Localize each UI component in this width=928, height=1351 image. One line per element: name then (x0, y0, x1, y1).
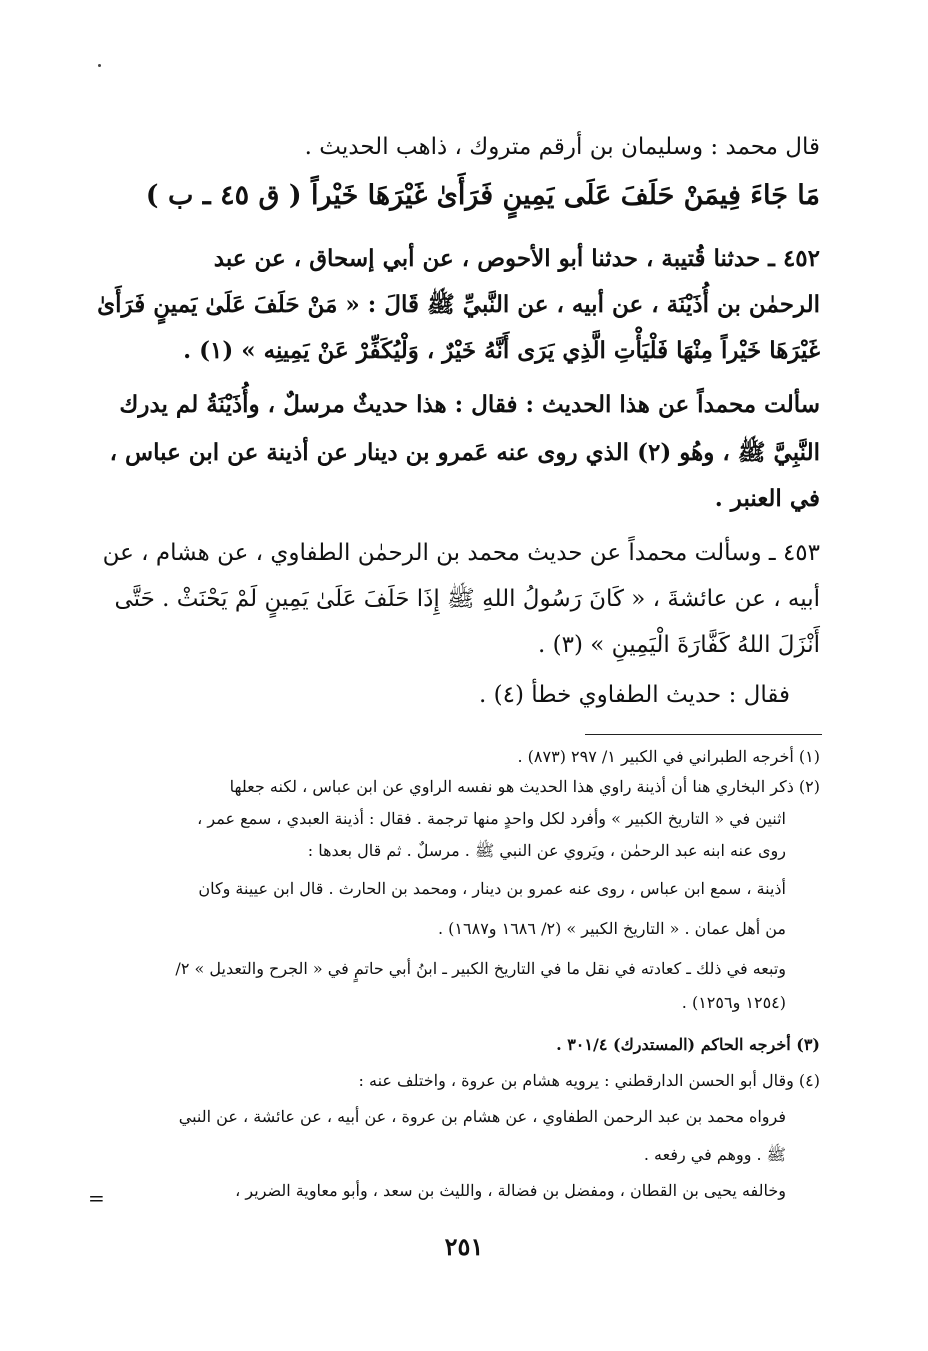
hadith-453-line: ٤٥٣ ـ وسألت محمداً عن حديث محمد بن الرحمٰن الطفاوي ، عن هشام ، عن (102, 540, 820, 566)
paragraph-line: سألت محمداً عن هذا الحديث : فقال : هذا حديثٌ مرسلٌ ، وأُذَيْنَةُ لم يدرك (119, 391, 820, 418)
hadith-452-line: الرحمٰن بن أُذَيْنَة ، عن أبيه ، عن النَّبيِّ ﷺ قَالَ : « مَنْ حَلَفَ عَلَىٰ يَمينٍ فَرَأَىٰ (97, 291, 820, 318)
footnote-3: (٣) أخرجه الحاكم (المستدرك) ٣٠١/٤ . (556, 1035, 820, 1054)
page-number: ٢٥١ (444, 1232, 484, 1261)
continuation-mark: = (88, 1186, 105, 1210)
footnote-2-line: اثنين في « التاريخ الكبير » وأفرد لكل واحدٍ منها ترجمة . فقال : أذينة العبدي ، سمع عمر ، (197, 809, 786, 828)
hadith-453-line: أَنْزَلَ اللهُ كَفَّارَةَ الْيَمِينِ » (٣) . (538, 632, 820, 658)
footnote-4-line: فرواه محمد بن عبد الرحمن الطفاوي ، عن هشام بن عروة ، عن أبيه ، عن عائشة ، عن النبي (178, 1107, 786, 1126)
paragraph-line: النَّبِيَّ ﷺ ، وهُو (٢) الذي روى عنه عَمرو بن دينار عن أذينة عن ابن عباس ، (109, 439, 820, 466)
hadith-452-line: غَيْرَهَا خَيْراً مِنْهَا فَلْيَأْتِ الَّذِي يَرَى أَنَّهُ خَيْرٌ ، وَلْيُكَفِّرْ عَنْ يَمِينِه » (١) . (183, 337, 820, 364)
footnote-4-line: (٤) وقال أبو الحسن الدارقطني : يرويه هشام بن عروة ، واختلف عنه : (358, 1071, 820, 1090)
footnote-separator (585, 734, 822, 735)
footnote-2-line: روى عنه ابنه عبد الرحمٰن ، ويَروي عن النبي ﷺ . مرسلٌ . ثم قال بعدها : (307, 841, 786, 860)
footnote-2-line: وتبعه في ذلك ـ كعادته في نقل ما في التاريخ الكبير ـ ابنُ أبي حاتمٍ في « الجرح والتعديل » ٢/ (175, 959, 786, 978)
hadith-453-line: أبيه ، عن عائشةَ ، « كَانَ رَسُولُ اللهِ ﷺ إِذَا حَلَفَ عَلَىٰ يَمِينٍ لَمْ يَحْنَثْ . حَتَّى (114, 586, 820, 612)
footnote-2-line: من أهل عمان . « التاريخ الكبير » (٢/ ١٦٨٦ و١٦٨٧) . (438, 919, 786, 938)
footnote-4-line: ﷺ . ووهم في رفعه . (643, 1145, 786, 1164)
section-heading: مَا جَاءَ فِيمَنْ حَلَفَ عَلَى يَمِينٍ فَرَأَىٰ غَيْرَهَا خَيْراً ( ق ٤٥ ـ ب ) (145, 180, 820, 211)
text-line: فقال : حديث الطفاوي خطأ (٤) . (479, 682, 790, 708)
scan-speck (98, 64, 101, 67)
footnote-2-line: أذينة ، سمع ابن عباس ، روى عنه عمرو بن دينار ، ومحمد بن الحارث . قال ابن عيينة وكان (198, 879, 786, 898)
footnote-2-line: (٢) ذكر البخاري هنا أن أذينة راوي هذا الحديث هو نفسه الراوي عن ابن عباس ، لكنه جعلها (229, 777, 820, 796)
footnote-2-line: (١٢٥٤ و١٢٥٦) . (681, 993, 786, 1012)
paragraph-line: في العنبر . (714, 485, 820, 512)
footnote-1: (١) أخرجه الطبراني في الكبير ١/ ٢٩٧ (٨٧٣) . (517, 747, 820, 766)
text-line: قال محمد : وسليمان بن أرقم متروك ، ذاهب الحديث . (304, 134, 820, 160)
footnote-4-line: وخالفه يحيى بن القطان ، ومفضل بن فضالة ، والليث بن سعد ، وأبو معاوية الضرير ، (235, 1181, 786, 1200)
hadith-452-line: ٤٥٢ ـ حدثنا قُتيبة ، حدثنا أبو الأحوص ، عن أبي إسحاق ، عن عبد (213, 245, 820, 272)
